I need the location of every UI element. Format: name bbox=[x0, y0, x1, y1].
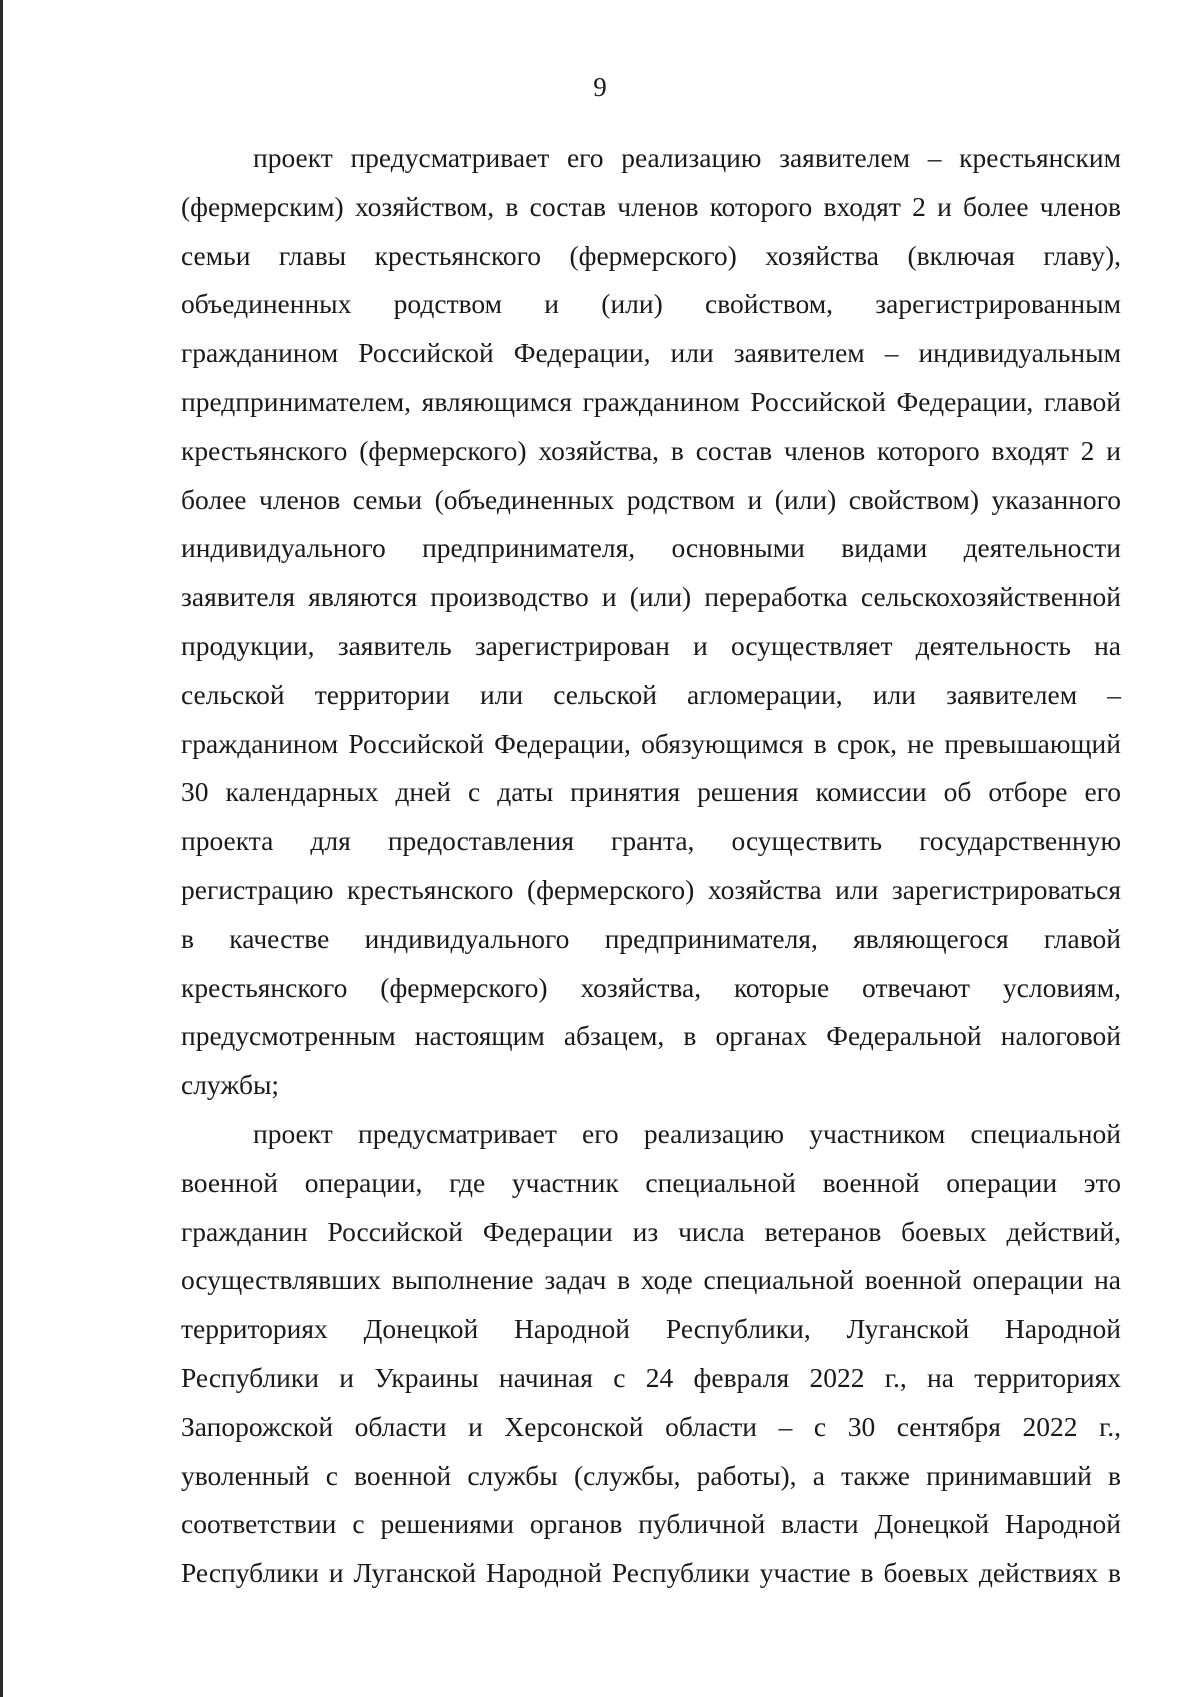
text-line: проект предусматривает его реализацию заявителем – крестьянским bbox=[253, 142, 1121, 173]
text-line: соответствии с решениями органов публичной власти Донецкой Народной bbox=[181, 1508, 1121, 1540]
text-line: предусмотренным настоящим абзацем, в органах Федеральной налоговой bbox=[181, 1020, 1121, 1052]
text-line: крестьянского (фермерского) хозяйства, в состав членов которого входят 2 и bbox=[181, 434, 1121, 466]
text-line: уволенный с военной службы (службы, работы), а также принимавший в bbox=[181, 1459, 1121, 1491]
text-line: более членов семьи (объединенных родством и (или) свойством) указанного bbox=[181, 483, 1121, 515]
text-line: проект предусматривает его реализацию участником специальной bbox=[253, 1117, 1121, 1149]
paragraph-applicant-farm bbox=[181, 134, 1121, 1110]
text-line: продукции, заявитель зарегистрирован и осуществляет деятельность на bbox=[181, 629, 1121, 661]
text-line: службы; bbox=[181, 1069, 280, 1101]
text-line: гражданином Российской Федерации, или заявителем – индивидуальным bbox=[181, 337, 1121, 369]
text-line: крестьянского (фермерского) хозяйства, которые отвечают условиям, bbox=[181, 971, 1121, 1003]
page-number: 9 bbox=[593, 72, 607, 102]
text-line: (фермерским) хозяйством, в состав членов которого входят 2 и более членов bbox=[181, 190, 1121, 222]
text-line: в качестве индивидуального предпринимателя, являющегося главой bbox=[181, 922, 1121, 954]
text-line: Республики и Украины начиная с 24 февраля 2022 г., на территориях bbox=[181, 1361, 1121, 1393]
text-line: гражданин Российской Федерации из числа ветеранов боевых действий, bbox=[181, 1215, 1121, 1247]
page-left-edge bbox=[0, 0, 3, 1697]
text-line: территориях Донецкой Народной Республики, Луганской Народной bbox=[181, 1313, 1121, 1345]
text-line: Запорожской области и Херсонской области – с 30 сентября 2022 г., bbox=[181, 1410, 1121, 1442]
text-line: заявителя являются производство и (или) переработка сельскохозяйственной bbox=[181, 581, 1121, 613]
paragraph-svo-participant bbox=[181, 1110, 1121, 1598]
text-line: проекта для предоставления гранта, осуществить государственную bbox=[181, 825, 1121, 857]
text-line: объединенных родством и (или) свойством, зарегистрированным bbox=[181, 288, 1121, 320]
text-line: гражданином Российской Федерации, обязующимся в срок, не превышающий bbox=[181, 727, 1121, 759]
document-body bbox=[181, 134, 1121, 1598]
text-line: сельской территории или сельской агломерации, или заявителем – bbox=[181, 678, 1121, 710]
text-line: осуществлявших выполнение задач в ходе специальной военной операции на bbox=[181, 1264, 1121, 1296]
text-line: военной операции, где участник специальной военной операции это bbox=[181, 1166, 1121, 1198]
text-line: 30 календарных дней с даты принятия решения комиссии об отборе его bbox=[181, 776, 1121, 808]
text-line: предпринимателем, являющимся гражданином Российской Федерации, главой bbox=[181, 385, 1121, 417]
text-line: регистрацию крестьянского (фермерского) хозяйства или зарегистрироваться bbox=[181, 873, 1121, 905]
text-line: индивидуального предпринимателя, основными видами деятельности bbox=[181, 532, 1121, 564]
text-line: Республики и Луганской Народной Республики участие в боевых действиях в bbox=[181, 1557, 1121, 1589]
text-line: семьи главы крестьянского (фермерского) хозяйства (включая главу), bbox=[181, 239, 1121, 271]
